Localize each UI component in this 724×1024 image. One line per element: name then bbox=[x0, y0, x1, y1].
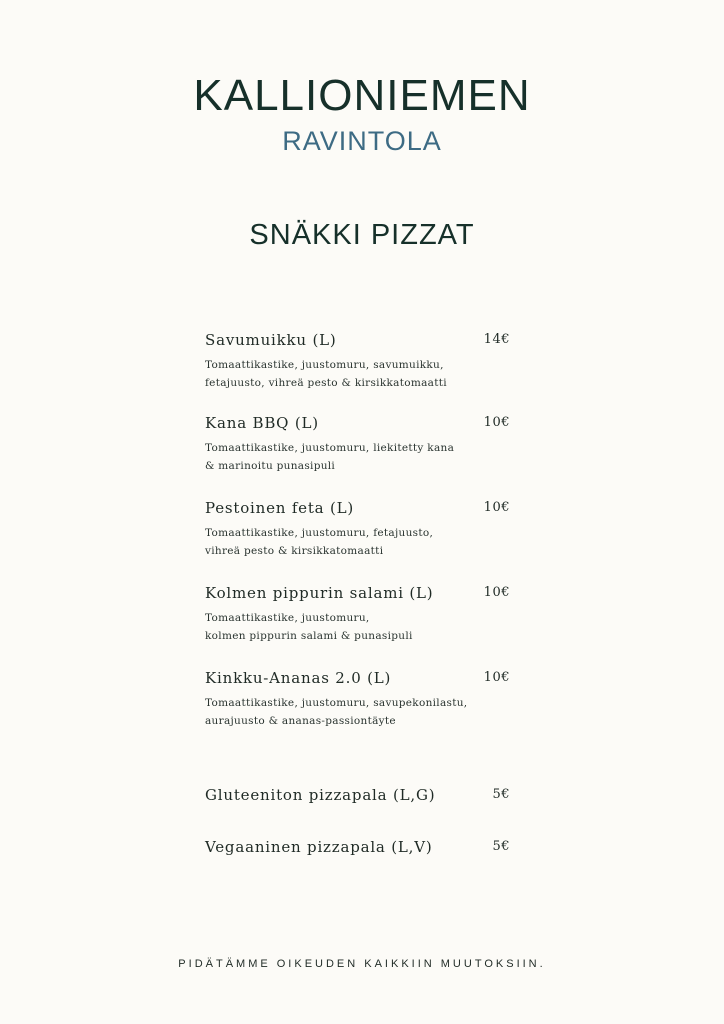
menu-item-description: Tomaattikastike, juustomuru, savupekonilastu, aurajuusto & ananas-passiontäyte bbox=[205, 697, 468, 727]
menu-extra-vegaaninen bbox=[205, 837, 510, 857]
menu-item-price: 10€ bbox=[483, 500, 510, 515]
menu-item-description: Tomaattikastike, juustomuru, savumuikku, fetajuusto, vihreä pesto & kirsikkatomaatti bbox=[205, 359, 447, 389]
menu-item-kinkku-ananas bbox=[205, 668, 510, 730]
menu-item-name: Vegaaninen pizzapala (L,V) bbox=[205, 838, 433, 856]
menu-item-price: 14€ bbox=[483, 332, 510, 347]
menu-item-kana-bbq bbox=[205, 413, 510, 475]
menu-item-description: Tomaattikastike, juustomuru, fetajuusto, vihreä pesto & kirsikkatomaatti bbox=[205, 527, 434, 557]
menu-section-title: SNÄKKI PIZZAT bbox=[249, 219, 475, 251]
restaurant-name: KALLIONIEMEN bbox=[193, 71, 531, 120]
menu-item-description: Tomaattikastike, juustomuru, kolmen pippurin salami & punasipuli bbox=[205, 612, 413, 642]
restaurant-subtitle: RAVINTOLA bbox=[282, 126, 442, 156]
menu-item-description: Tomaattikastike, juustomuru, liekitetty kana & marinoitu punasipuli bbox=[205, 442, 455, 472]
menu-item-savumuikku bbox=[205, 330, 510, 392]
menu-item-name: Kolmen pippurin salami (L) bbox=[205, 584, 434, 602]
footer-disclaimer: PIDÄTÄMME OIKEUDEN KAIKKIIN MUUTOKSIIN. bbox=[178, 958, 546, 970]
menu-item-price: 10€ bbox=[483, 670, 510, 685]
menu-item-price: 10€ bbox=[483, 585, 510, 600]
menu-item-price: 5€ bbox=[492, 787, 510, 802]
menu-item-price: 10€ bbox=[483, 415, 510, 430]
menu-item-kolmen-pippurin-salami bbox=[205, 583, 510, 645]
menu-extra-gluteeniton bbox=[205, 785, 510, 805]
menu-item-name: Kinkku-Ananas 2.0 (L) bbox=[205, 669, 392, 687]
menu-item-name: Kana BBQ (L) bbox=[205, 414, 319, 432]
menu-item-name: Savumuikku (L) bbox=[205, 331, 337, 349]
menu-item-name: Gluteeniton pizzapala (L,G) bbox=[205, 786, 436, 804]
menu-item-pestoinen-feta bbox=[205, 498, 510, 560]
menu-item-price: 5€ bbox=[492, 839, 510, 854]
menu-item-name: Pestoinen feta (L) bbox=[205, 499, 355, 517]
